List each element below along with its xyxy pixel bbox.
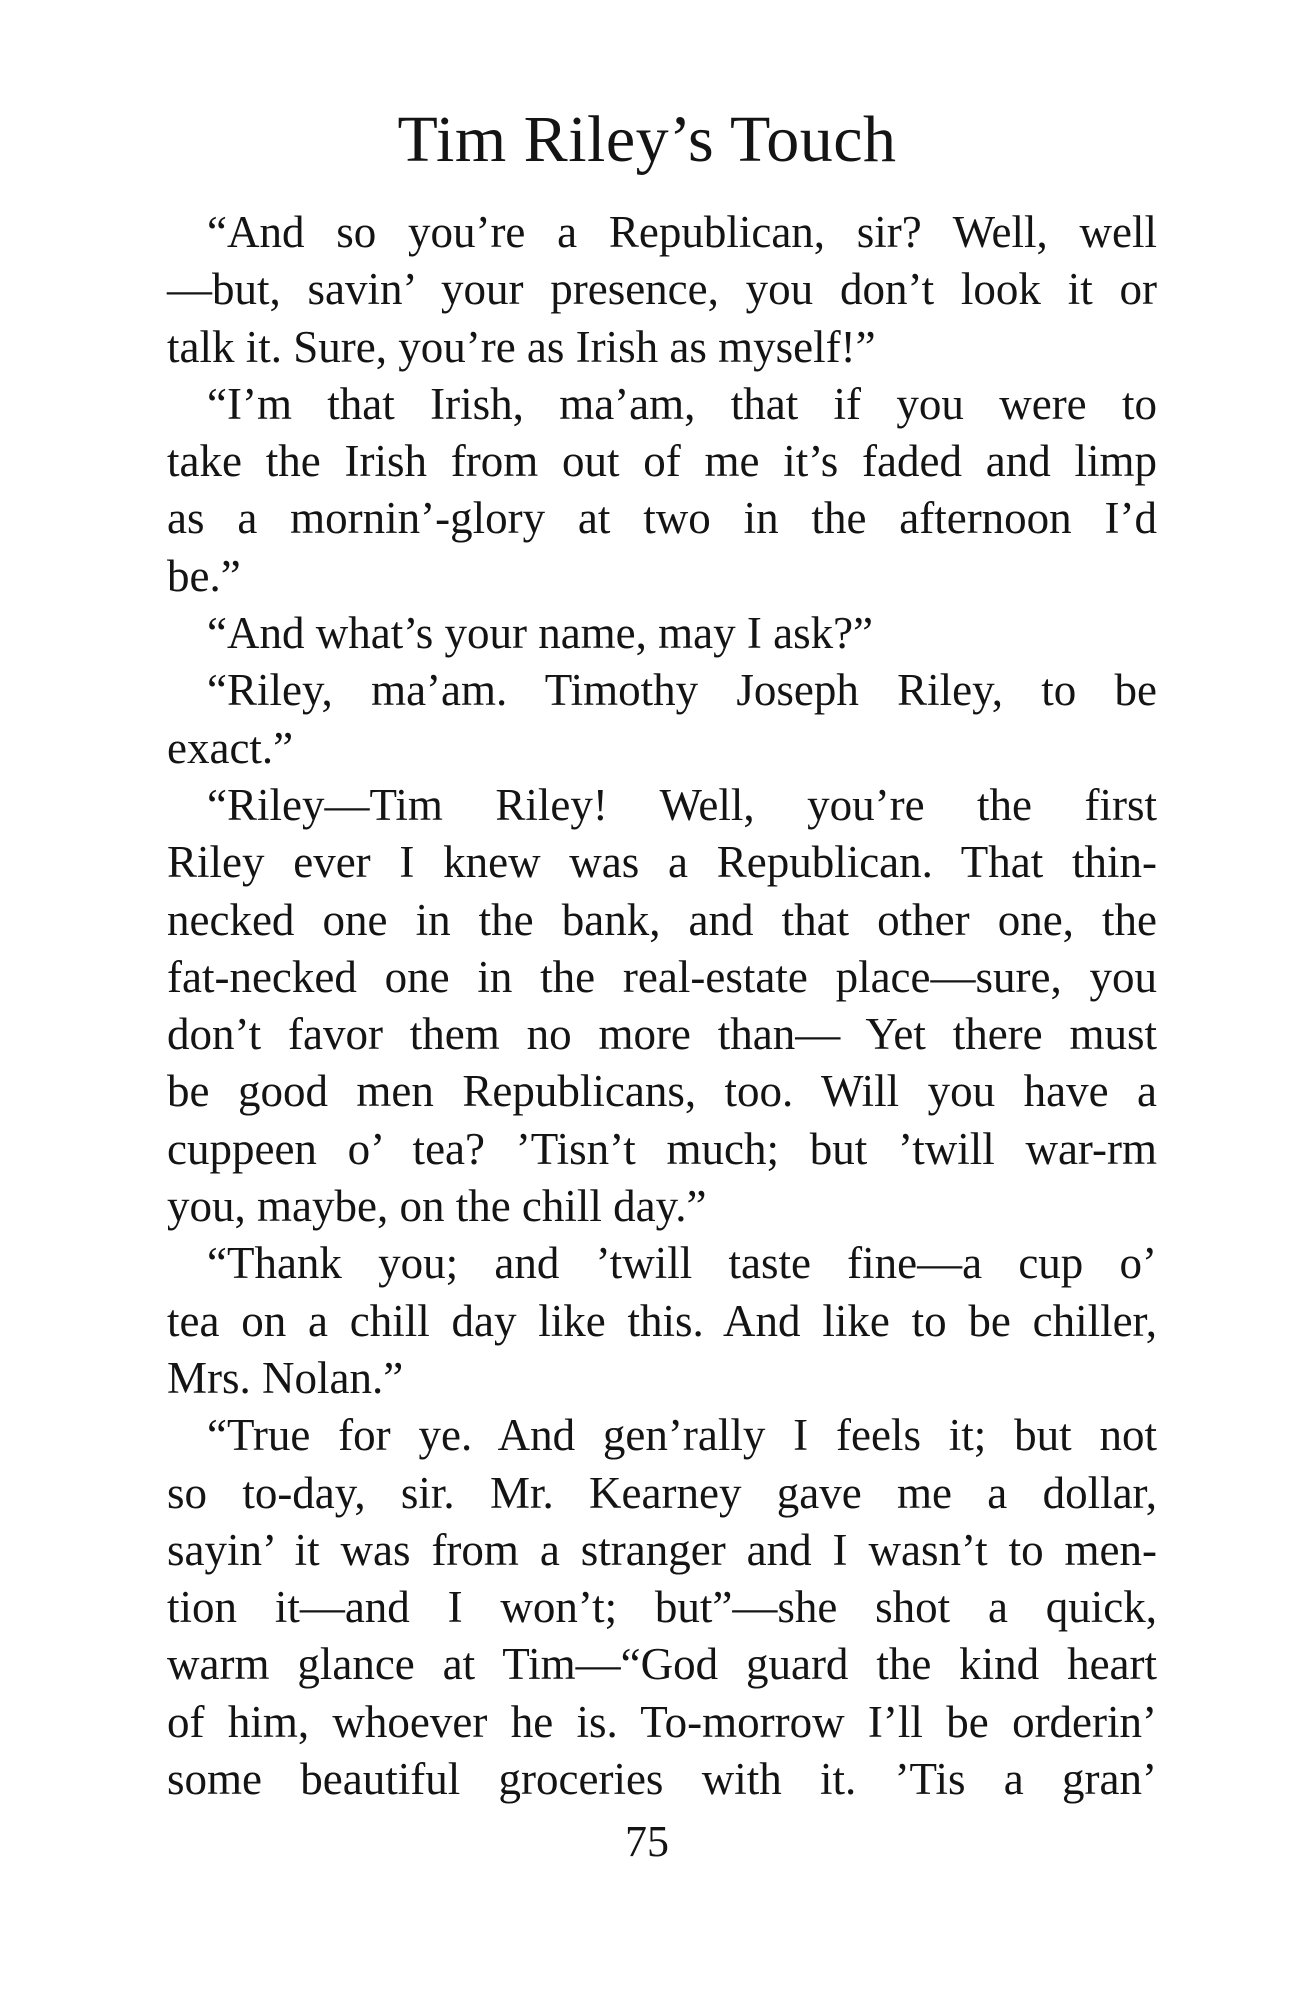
- text-line: fat-necked one in the real-estate place—sure, you: [167, 951, 1157, 1002]
- text-line: —but, savin’ your presence, you don’t look it or: [167, 264, 1157, 315]
- text-line: exact.”: [167, 722, 294, 773]
- text-line: “Riley, ma’am. Timothy Joseph Riley, to be: [207, 665, 1157, 716]
- text-line: don’t favor them no more than— Yet there must: [167, 1009, 1157, 1060]
- text-line: tea on a chill day like this. And like to be chiller,: [167, 1295, 1157, 1346]
- text-line: of him, whoever he is. To-morrow I’ll be orderin’: [167, 1696, 1157, 1747]
- text-line: cuppeen o’ tea? ’Tisn’t much; but ’twill war-rm: [167, 1123, 1157, 1174]
- text-line: Mrs. Nolan.”: [167, 1352, 404, 1403]
- body-text: [167, 204, 1157, 1808]
- text-line: necked one in the bank, and that other one, the: [167, 894, 1157, 945]
- text-line: some beautiful groceries with it. ’Tis a gran’: [167, 1754, 1157, 1805]
- text-line: “True for ye. And gen’rally I feels it; but not: [207, 1410, 1157, 1461]
- text-line: as a mornin’-glory at two in the afternoon I’d: [167, 493, 1157, 544]
- text-line: tion it—and I won’t; but”—she shot a quick,: [167, 1582, 1157, 1633]
- text-line: be.”: [167, 550, 241, 601]
- text-line: you, maybe, on the chill day.”: [167, 1181, 707, 1232]
- text-line: “Thank you; and ’twill taste fine—a cup o’: [207, 1238, 1157, 1289]
- text-line: “And so you’re a Republican, sir? Well, well: [207, 207, 1157, 257]
- text-line: be good men Republicans, too. Will you have a: [167, 1066, 1157, 1117]
- text-line: Riley ever I knew was a Republican. That thin-: [167, 837, 1157, 888]
- running-head: Tim Riley’s Touch: [397, 103, 897, 176]
- text-line: “Riley—Tim Riley! Well, you’re the first: [207, 779, 1157, 830]
- text-line: warm glance at Tim—“God guard the kind heart: [167, 1639, 1157, 1690]
- page-number: 75: [625, 1817, 669, 1866]
- text-line: “And what’s your name, may I ask?”: [207, 608, 874, 659]
- text-line: sayin’ it was from a stranger and I wasn’t to men-: [167, 1524, 1157, 1575]
- text-line: “I’m that Irish, ma’am, that if you were to: [207, 378, 1157, 429]
- text-line: talk it. Sure, you’re as Irish as myself!”: [167, 321, 876, 372]
- text-line: so to-day, sir. Mr. Kearney gave me a dollar,: [167, 1467, 1157, 1518]
- text-line: take the Irish from out of me it’s faded and limp: [167, 436, 1157, 487]
